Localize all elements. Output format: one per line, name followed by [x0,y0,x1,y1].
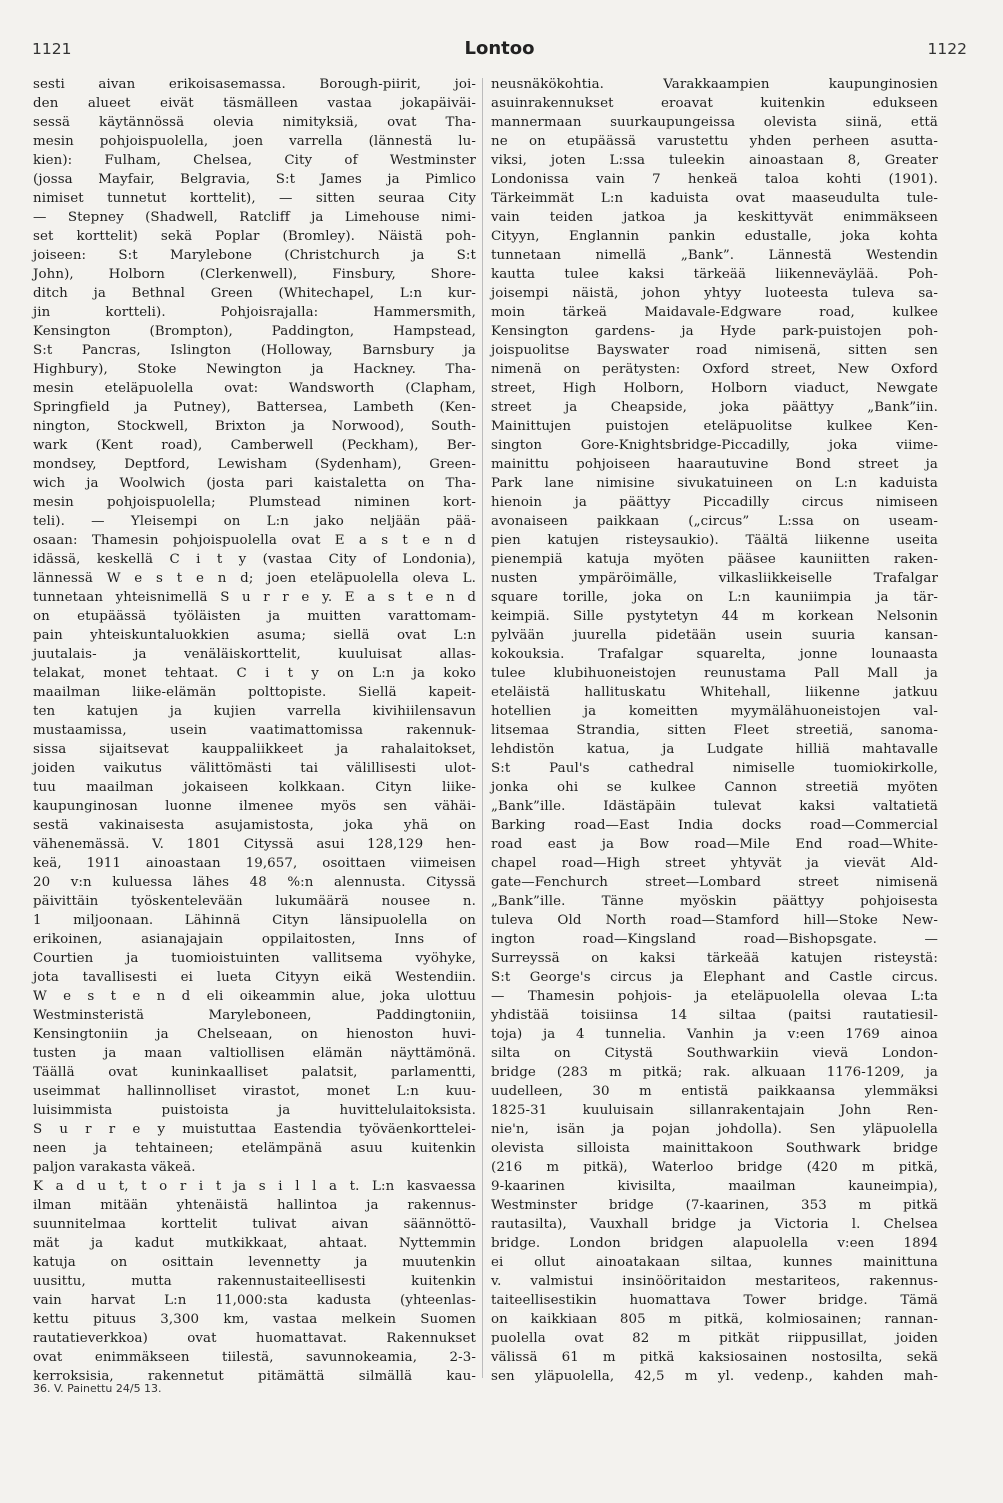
text-line: joispuolitse Bayswater road nimisenä, sitten sen [491,343,938,358]
text-line: hienoin ja päättyy Piccadilly circus nimiseen [491,495,938,510]
text-line: tuu maailman jokaiseen kolkkaan. Cityn liike- [33,780,476,795]
text-line: rautasilta), Vauxhall bridge ja Victoria l. Chelsea [491,1217,938,1232]
text-line: lehdistön katua, ja Ludgate hilliä mahtavalle [491,742,938,757]
text-line: neen ja tehtaineen; etelämpänä asuu kuitenkin [33,1141,476,1156]
text-line: puolella ovat 82 m pitkät riippusillat, joiden [491,1331,938,1346]
text-line: W e s t e n d eli oikeammin alue, joka ulottuu [33,989,476,1004]
text-line: 9-kaarinen kivisilta, maailman kauneimpia), [491,1179,938,1194]
text-line: wich ja Woolwich (josta pari kaistaletta on Tha- [33,476,476,491]
text-line: nusten ympäröimälle, vilkasliikkeiselle Trafalgar [491,571,938,586]
text-line: kokouksia. Trafalgar squarelta, jonne lounaasta [491,647,938,662]
text-line: mesin eteläpuolella ovat: Wandsworth (Clapham, [33,381,476,396]
text-line: mesin pohjoispuolella, joen varrella (lännestä lu- [33,134,476,149]
text-line: square torille, joka on L:n kauniimpia ja tär- [491,590,938,605]
text-line: päivittäin työskentelevään lukumäärä nousee n. [33,894,476,909]
text-line: Kensington (Brompton), Paddington, Hampstead, [33,324,476,339]
text-line: sestä vakinaisesta asujamistosta, joka yhä on [33,818,476,833]
text-line: tusten ja maan valtiollisen elämän näyttämönä. [33,1046,476,1061]
text-line: nington, Stockwell, Brixton ja Norwood), South- [33,419,476,434]
text-line: Kensingtoniin ja Chelseaan, on hienoston huvi- [33,1027,476,1042]
text-line: lännessä W e s t e n d; joen eteläpuolella oleva L. [33,571,476,586]
text-line: taiteellisestikin huomattava Tower bridge. Tämä [491,1293,938,1308]
text-line: street ja Cheapside, joka päättyy „Bank”iin. [491,400,938,415]
text-line: vain harvat L:n 11,000:sta kadusta (yhteenlas- [33,1293,476,1308]
text-line: uusittu, mutta rakennustaiteellisesti kuitenkin [33,1274,476,1289]
text-line: bridge. London bridgen alapuolella v:een 1894 [491,1236,938,1251]
text-line: nie'n, isän ja pojan johdolla). Sen yläpuolella [491,1122,938,1137]
text-line: kautta tulee kaksi tärkeää liikenneväylää. Poh- [491,267,938,282]
text-line: viksi, joten L:ssa tuleekin ainoastaan 8, Greater [491,153,938,168]
text-line: Mainittujen puistojen eteläpuolitse kulkee Ken- [491,419,938,434]
text-line: 1 miljoonaan. Lähinnä Cityn länsipuolella on [33,913,476,928]
text-line: eteläistä hallituskatu Whitehall, liikenne jatkuu [491,685,938,700]
text-line: joiseen: S:t Marylebone (Christchurch ja S:t [33,248,476,263]
text-line: jin kortteli). Pohjoisrajalla: Hammersmith, [33,305,476,320]
text-line: den alueet eivät täsmälleen vastaa jokapäiväi- [33,96,476,111]
text-line: S:t Paul's cathedral nimiselle tuomiokirkolle, [491,761,938,776]
text-line: tunnetaan yhteisnimellä S u r r e y. E a s t e n d [33,590,476,605]
page-header [32,40,967,64]
text-line: kettu pituus 3,300 km, vastaa melkein Suomen [33,1312,476,1327]
text-line: ten katujen ja kujien varrella kivihiilensavun [33,704,476,719]
text-line: teli). — Yleisempi on L:n jako neljään pää- [33,514,476,529]
text-line: luisimmista puistoista ja huvittelulaitoksista. [33,1103,476,1118]
column-divider [482,78,483,1378]
text-line: mustaamissa, usein vaatimattomissa rakennuk- [33,723,476,738]
text-line: telakat, monet tehtaat. C i t y on L:n ja koko [33,666,476,681]
text-line: moin tärkeä Maidavale-Edgware road, kulkee [491,305,938,320]
text-line: 1825-31 kuuluisain sillanrakentajain John Ren- [491,1103,938,1118]
text-line: rautatieverkkoa) ovat huomattavat. Rakennukset [33,1331,476,1346]
text-line: litsemaa Strandia, sitten Fleet streetiä, sanoma- [491,723,938,738]
text-line: mannermaan suurkaupungeissa olevista siinä, että [491,115,938,130]
text-line: kerroksisia, rakennetut pitämättä silmällä kau- [33,1369,476,1384]
text-line: jota tavallisesti ei lueta Cityyn eikä Westendiin. [33,970,476,985]
text-line: gate—Fenchurch street—Lombard street nimisenä [491,875,938,890]
text-line: on etupäässä työläisten ja muitten varattomam- [33,609,476,624]
page-number-left: 1121 [32,40,72,58]
text-line: Tärkeimmät L:n kaduista ovat maaseudulta tule- [491,191,938,206]
text-line: mainittu pohjoiseen haarautuvine Bond street ja [491,457,938,472]
text-line: juutalais- ja venäläiskorttelit, kuuluisat allas- [33,647,476,662]
text-line: „Bank”ille. Tänne myöskin päättyy pohjoisesta [491,894,938,909]
text-line: (jossa Mayfair, Belgravia, S:t James ja Pimlico [33,172,476,187]
text-line: keä, 1911 ainoastaan 19,657, osoittaen viimeisen [33,856,476,871]
text-line: (216 m pitkä), Waterloo bridge (420 m pitkä, [491,1160,938,1175]
text-line: silta on Citystä Southwarkiin vievä London- [491,1046,938,1061]
text-line: Springfield ja Putney), Battersea, Lambeth (Ken- [33,400,476,415]
text-line: pain yhteiskuntaluokkien asuma; siellä ovat L:n [33,628,476,643]
text-line: vain teiden jatkoa ja keskittyvät enimmäkseen [491,210,938,225]
text-line: Surreyssä on kaksi tärkeää katujen risteystä: [491,951,938,966]
text-line: sington Gore-Knightsbridge-Piccadilly, joka viime- [491,438,938,453]
text-line: sen yläpuolella, 42,5 m yl. vedenp., kahden mah- [491,1369,938,1384]
text-line: kien): Fulham, Chelsea, City of Westminster [33,153,476,168]
text-line: sesti aivan erikoisasemassa. Borough-piirit, joi- [33,77,476,92]
text-line: avonaiseen paikkaan („circus” L:ssa on useam- [491,514,938,529]
text-line: Täällä ovat kuninkaalliset palatsit, parlamentti, [33,1065,476,1080]
text-line: „Bank”ille. Idästäpäin tulevat kaksi valtatietä [491,799,938,814]
text-line: Londonissa vain 7 henkeä taloa kohti (1901). [491,172,938,187]
text-line: uudelleen, 30 m entistä paikkaansa ylemmäksi [491,1084,938,1099]
text-line: osaan: Thamesin pohjoispuolella ovat E a s t e n d [33,533,476,548]
text-line: yhdistää toisiinsa 14 siltaa (paitsi rautatiesil- [491,1008,938,1023]
text-line: paljon varakasta väkeä. [33,1160,196,1175]
text-line: ilman mitään yhtenäistä hallintoa ja rakennus- [33,1198,476,1213]
text-line: chapel road—High street yhtyvät ja vievät Ald- [491,856,938,871]
text-line: jonka ohi se kulkee Cannon streetiä myöten [491,780,938,795]
text-line: John), Holborn (Clerkenwell), Finsbury, Shore- [33,267,476,282]
text-line: joisempi näistä, johon yhtyy luoteesta tuleva sa- [491,286,938,301]
text-line: set korttelit) sekä Poplar (Bromley). Näistä poh- [33,229,476,244]
text-line: useimmat hallinnolliset virastot, monet L:n kuu- [33,1084,476,1099]
text-line: Westminster bridge (7-kaarinen, 353 m pitkä [491,1198,938,1213]
text-line: nimenä on perätysten: Oxford street, New Oxford [491,362,938,377]
text-line: — Thamesin pohjois- ja eteläpuolella olevaa L:ta [491,989,938,1004]
text-line: K a d u t, t o r i t ja s i l l a t. L:n kasvaessa [33,1179,476,1194]
text-line: Westminsteristä Maryleboneen, Paddingtoniin, [33,1008,476,1023]
text-line: S u r r e y muistuttaa Eastendia työväenkorttelei- [33,1122,476,1137]
text-line: joiden vaikutus välittömästi tai välillisesti ulot- [33,761,476,776]
text-line: v. valmistui insinööritaidon mestariteos, rakennus- [491,1274,938,1289]
text-line: välissä 61 m pitkä kaksiosainen nostosilta, sekä [491,1350,938,1365]
text-line: S:t George's circus ja Elephant and Castle circus. [491,970,938,985]
text-line: idässä, keskellä C i t y (vastaa City of Londonia), [33,552,476,567]
text-line: ne on etupäässä varustettu yhden perheen asutta- [491,134,938,149]
text-line: kaupunginosan luonne ilmenee myös sen vähäi- [33,799,476,814]
text-line: nimiset tunnetut korttelit), — sitten seuraa City [33,191,476,206]
text-line: vähenemässä. V. 1801 Cityssä asui 128,129 hen- [33,837,476,852]
text-line: Barking road—East India docks road—Commercial [491,818,938,833]
running-title: Lontoo [464,38,535,59]
text-line: maailman liike-elämän polttopiste. Siellä kapeit- [33,685,476,700]
text-line: ditch ja Bethnal Green (Whitechapel, L:n kur- [33,286,476,301]
text-line: toja) ja 4 tunnelia. Vanhin ja v:een 1769 ainoa [491,1027,938,1042]
right-column [491,75,938,1386]
text-line: tunnetaan nimellä „Bank”. Lännestä Westendin [491,248,938,263]
text-line: bridge (283 m pitkä; rak. alkuaan 1176-1209, ja [491,1065,938,1080]
text-line: pylvään juurella pidetään usein suuria kansan- [491,628,938,643]
page-number-right: 1122 [927,40,967,58]
text-line: street, High Holborn, Holborn viaduct, Newgate [491,381,938,396]
text-line: mät ja kadut mutkikkaat, ahtaat. Nyttemmin [33,1236,476,1251]
text-line: neusnäkökohtia. Varakkaampien kaupunginosien [491,77,938,92]
text-line: asuinrakennukset eroavat kuitenkin edukseen [491,96,938,111]
text-line: on kaikkiaan 805 m pitkä, kolmiosainen; rannan- [491,1312,938,1327]
text-line: Highbury), Stoke Newington ja Hackney. Tha- [33,362,476,377]
text-line: Kensington gardens- ja Hyde park-puistojen poh- [491,324,938,339]
text-line: suunnitelmaa korttelit tulivat aivan säännöttö- [33,1217,476,1232]
text-line: sissa sijaitsevat kauppaliikkeet ja rahalaitokset, [33,742,476,757]
text-line: pien katujen risteysaukio). Täältä liikenne useita [491,533,938,548]
text-line: tulee klubihuoneistojen reunustama Pall Mall ja [491,666,938,681]
left-column [33,75,476,1386]
text-line: hotellien ja komeitten myymälähuoneistojen val- [491,704,938,719]
text-line: ington road—Kingsland road—Bishopsgate. — [491,932,938,947]
text-line: mesin pohjoispuolella; Plumstead niminen kort- [33,495,476,510]
text-line: katuja on osittain levennetty ja muutenkin [33,1255,476,1270]
text-line: Courtien ja tuomioistuinten vallitsema vyöhyke, [33,951,476,966]
text-line: ei ollut ainoatakaan siltaa, kunnes mainittuna [491,1255,938,1270]
printer-signature: 36. V. Painettu 24/5 13. [33,1382,162,1395]
text-line: pienempiä katuja myöten pääsee kauniitten raken- [491,552,938,567]
text-line: Park lane nimisine sivukatuineen on L:n kaduista [491,476,938,491]
text-line: keimpiä. Sille pystytetyn 44 m korkean Nelsonin [491,609,938,624]
text-line: ovat enimmäkseen tiilestä, savunnokeamia, 2-3- [33,1350,476,1365]
text-line: mondsey, Deptford, Lewisham (Sydenham), Green- [33,457,476,472]
text-line: road east ja Bow road—Mile End road—White- [491,837,938,852]
text-line: wark (Kent road), Camberwell (Peckham), Ber- [33,438,476,453]
text-line: olevista silloista mainittakoon Southwark bridge [491,1141,938,1156]
text-line: erikoinen, asianajajain oppilaitosten, Inns of [33,932,476,947]
text-line: Cityyn, Englannin pankin edustalle, joka kohta [491,229,938,244]
text-line: — Stepney (Shadwell, Ratcliff ja Limehouse nimi- [33,210,476,225]
text-line: tuleva Old North road—Stamford hill—Stoke New- [491,913,938,928]
text-line: S:t Pancras, Islington (Holloway, Barnsbury ja [33,343,476,358]
text-line: sessä käytännössä olevia nimityksiä, ovat Tha- [33,115,476,130]
text-line: 20 v:n kuluessa lähes 48 %:n alennusta. Cityssä [33,875,476,890]
